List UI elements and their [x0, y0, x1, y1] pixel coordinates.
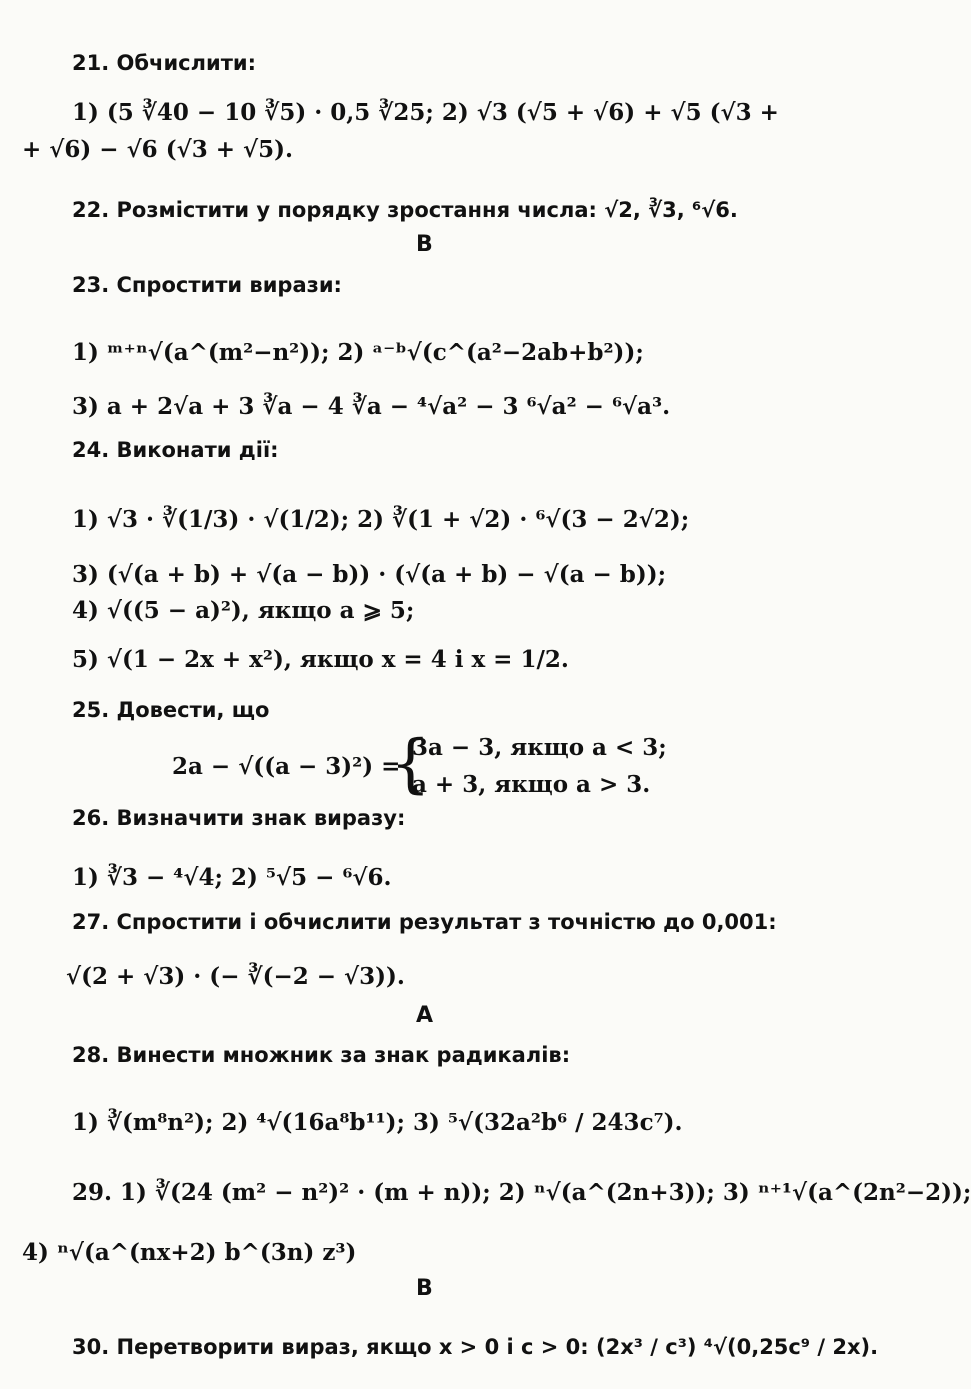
task-21-line-2: + √6) − √6 (√3 + √5).: [22, 136, 293, 163]
task-24-line-4: 5) √(1 − 2x + x²), якщо x = 4 і x = 1/2.: [72, 646, 569, 673]
task-29-line-1: 29. 1) ∛(24 (m² − n²)² · (m + n)); 2) ⁿ√(a^(2n+3)); 3) ⁿ⁺¹√(a^(2n²−2));: [72, 1179, 971, 1206]
task-30-heading: 30. Перетворити вираз, якщо x > 0 і c > 0: (2x³ / c³) ⁴√(0,25c⁹ / 2x).: [72, 1335, 879, 1359]
task-23-line-1: 1) ᵐ⁺ⁿ√(a^(m²−n²)); 2) ᵃ⁻ᵇ√(c^(a²−2ab+b²));: [72, 339, 644, 366]
task-27-line-1: √(2 + √3) · (− ∛(−2 − √3)).: [66, 963, 405, 990]
task-24-line-1: 1) √3 · ∛(1/3) · √(1/2); 2) ∛(1 + √2) · ⁶√(3 − 2√2);: [72, 506, 690, 533]
task-26-heading: 26. Визначити знак виразу:: [72, 806, 406, 830]
task-21-heading: 21. Обчислити:: [72, 51, 256, 75]
task-25-heading: 25. Довести, що: [72, 698, 270, 722]
task-24-line-3: 4) √((5 − a)²), якщо a ⩾ 5;: [72, 597, 415, 624]
task-23-line-2: 3) a + 2√a + 3 ∛a − 4 ∛a − ⁴√a² − 3 ⁶√a² − ⁶√a³.: [72, 393, 671, 420]
section-heading-b-2: В: [416, 1276, 433, 1301]
task-26-line-1: 1) ∛3 − ⁴√4; 2) ⁵√5 − ⁶√6.: [72, 864, 392, 891]
task-27-heading: 27. Спростити і обчислити результат з точністю до 0,001:: [72, 910, 777, 934]
task-22-heading: 22. Розмістити у порядку зростання числа: √2, ∛3, ⁶√6.: [72, 198, 738, 222]
task-25-case-2: a + 3, якщо a > 3.: [412, 771, 651, 798]
task-28-line-1: 1) ∛(m⁸n²); 2) ⁴√(16a⁸b¹¹); 3) ⁵√(32a²b⁶ / 243c⁷).: [72, 1109, 683, 1136]
task-28-heading: 28. Винести множник за знак радикалів:: [72, 1043, 571, 1067]
task-23-heading: 23. Спростити вирази:: [72, 273, 342, 297]
task-25-lhs: 2a − √((a − 3)²) =: [172, 753, 401, 780]
section-heading-a: А: [416, 1003, 434, 1028]
case-brace: {: [390, 727, 431, 801]
section-heading-b: В: [416, 232, 433, 257]
task-24-heading: 24. Виконати дії:: [72, 438, 279, 462]
task-24-line-2: 3) (√(a + b) + √(a − b)) · (√(a + b) − √(a − b));: [72, 561, 667, 588]
task-21-line-1: 1) (5 ∛40 − 10 ∛5) · 0,5 ∛25; 2) √3 (√5 + √6) + √5 (√3 +: [72, 99, 779, 126]
task-29-line-2: 4) ⁿ√(a^(nx+2) b^(3n) z³): [22, 1239, 357, 1266]
task-25-case-1: 3a − 3, якщо a < 3;: [412, 734, 667, 761]
